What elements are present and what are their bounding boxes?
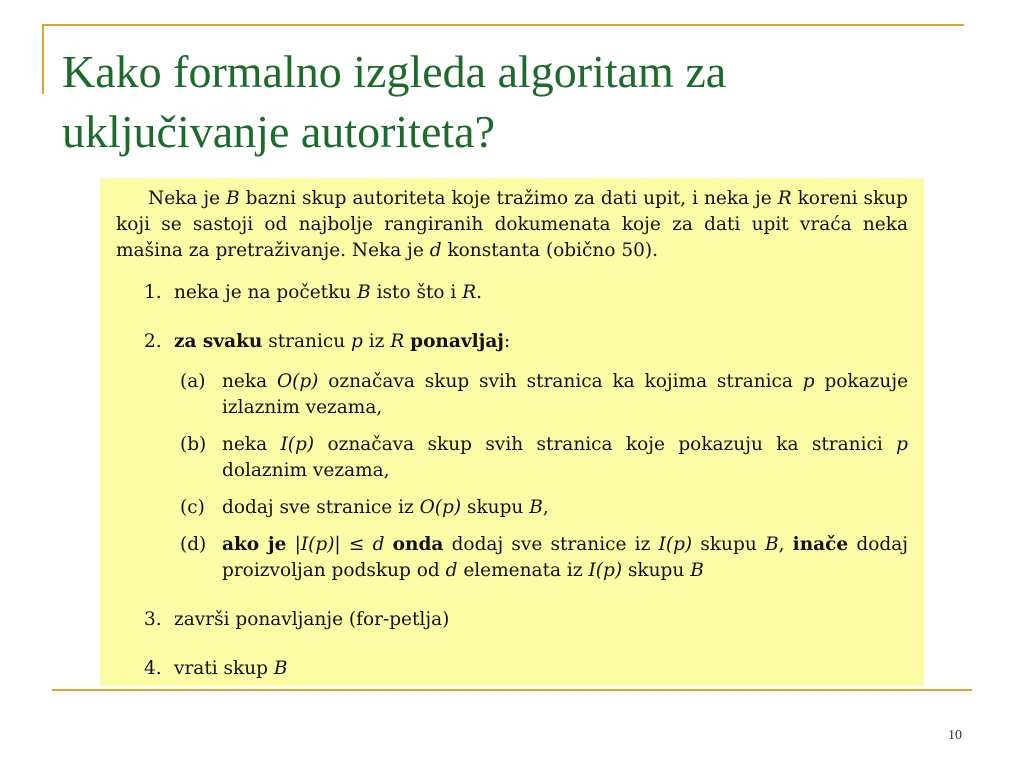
substep-text: dodaj sve stranice iz bbox=[443, 534, 659, 555]
substep-text: neka bbox=[222, 371, 277, 392]
var-b: B bbox=[690, 560, 704, 581]
substep-b bbox=[116, 432, 908, 484]
var-b: B bbox=[226, 188, 240, 209]
var-i-p: I(p) bbox=[658, 534, 693, 555]
substep-text: skupu bbox=[461, 497, 530, 518]
substep-label: (d) bbox=[180, 534, 207, 555]
keyword-if: ako je bbox=[222, 534, 287, 555]
var-b: B bbox=[357, 282, 371, 303]
var-p: p bbox=[351, 331, 363, 352]
var-p: p bbox=[802, 371, 815, 392]
substep-text: označava skup svih stranica ka kojima stranica bbox=[318, 371, 803, 392]
substep-text bbox=[286, 534, 294, 555]
substep-a bbox=[116, 369, 908, 421]
keyword-else: inače bbox=[792, 534, 849, 555]
substep-d bbox=[116, 532, 908, 584]
step-text: završi ponavljanje (for-petlja) bbox=[174, 609, 450, 630]
algorithm-text bbox=[116, 186, 908, 682]
algorithm-intro bbox=[116, 186, 908, 264]
step-number: 3. bbox=[144, 609, 162, 630]
substep-label: (b) bbox=[180, 434, 207, 455]
step-text: stranicu bbox=[262, 331, 352, 352]
intro-text-3: koreni skup koji se sastoji od najbolje rangiranih dokumenata koje za dati upit vraća neka mašina za pretraživanje. Neka je bbox=[116, 188, 908, 261]
var-b: B bbox=[529, 497, 543, 518]
left-accent-bar bbox=[42, 24, 44, 94]
substep-text: , bbox=[778, 534, 793, 555]
substep-label: (c) bbox=[180, 497, 205, 518]
substep-text: dolaznim vezama, bbox=[222, 460, 390, 481]
var-b: B bbox=[764, 534, 779, 555]
intro-text-1: Neka je bbox=[148, 188, 227, 209]
step-4 bbox=[116, 656, 908, 682]
substep-text: neka bbox=[222, 434, 281, 455]
var-d: d bbox=[429, 240, 442, 261]
var-d: d bbox=[445, 560, 458, 581]
slide-title: Kako formalno izgleda algoritam za uključivanje autoriteta? bbox=[62, 46, 727, 157]
step-3 bbox=[116, 607, 908, 633]
var-o-p: O(p) bbox=[419, 497, 462, 518]
substep-text: , bbox=[542, 497, 549, 518]
var-i-p: I(p) bbox=[280, 434, 315, 455]
var-r: R bbox=[777, 188, 792, 209]
step-text: isto što i bbox=[370, 282, 463, 303]
substep-text: dodaj sve stranice iz bbox=[222, 497, 420, 518]
var-p: p bbox=[896, 434, 908, 455]
step-text: vrati skup bbox=[174, 658, 274, 679]
substep-label: (a) bbox=[180, 371, 206, 392]
substep-text bbox=[384, 534, 392, 555]
step-text: . bbox=[476, 282, 483, 303]
step-text: : bbox=[504, 331, 511, 352]
var-b: B bbox=[273, 658, 288, 679]
step-number: 2. bbox=[144, 331, 162, 352]
keyword-then: onda bbox=[392, 534, 444, 555]
condition-expression: |I(p)| ≤ d bbox=[294, 534, 385, 555]
var-r: R bbox=[390, 331, 405, 352]
step-text: neka je na početku bbox=[174, 282, 358, 303]
substep-text: označava skup svih stranica koje pokazuju ka stranici bbox=[314, 434, 897, 455]
substep-c bbox=[116, 495, 908, 521]
substep-text: skupu bbox=[622, 560, 691, 581]
substep-text: pokazuje izlaznim vezama, bbox=[222, 371, 909, 418]
var-o-p: O(p) bbox=[276, 371, 319, 392]
step-text: iz bbox=[362, 331, 391, 352]
keyword-repeat: ponavljaj bbox=[410, 331, 505, 352]
step-number: 4. bbox=[144, 658, 162, 679]
substep-text: elemenata iz bbox=[457, 560, 589, 581]
keyword-for-each: za svaku bbox=[174, 331, 263, 352]
intro-text-2: bazni skup autoriteta koje tražimo za dati upit, i neka je bbox=[239, 188, 778, 209]
step-1 bbox=[116, 280, 908, 306]
substep-text: skupu bbox=[692, 534, 765, 555]
page-number: 10 bbox=[948, 728, 962, 743]
var-i-p: I(p) bbox=[588, 560, 623, 581]
top-divider bbox=[42, 24, 964, 26]
step-number: 1. bbox=[144, 282, 162, 303]
substep-text: dodaj proizvoljan podskup od bbox=[222, 534, 908, 581]
bottom-divider bbox=[52, 689, 972, 691]
var-r: R bbox=[462, 282, 477, 303]
step-2-substeps bbox=[116, 369, 908, 584]
step-2 bbox=[116, 329, 908, 355]
intro-text-4: konstanta (obično 50). bbox=[441, 240, 658, 261]
